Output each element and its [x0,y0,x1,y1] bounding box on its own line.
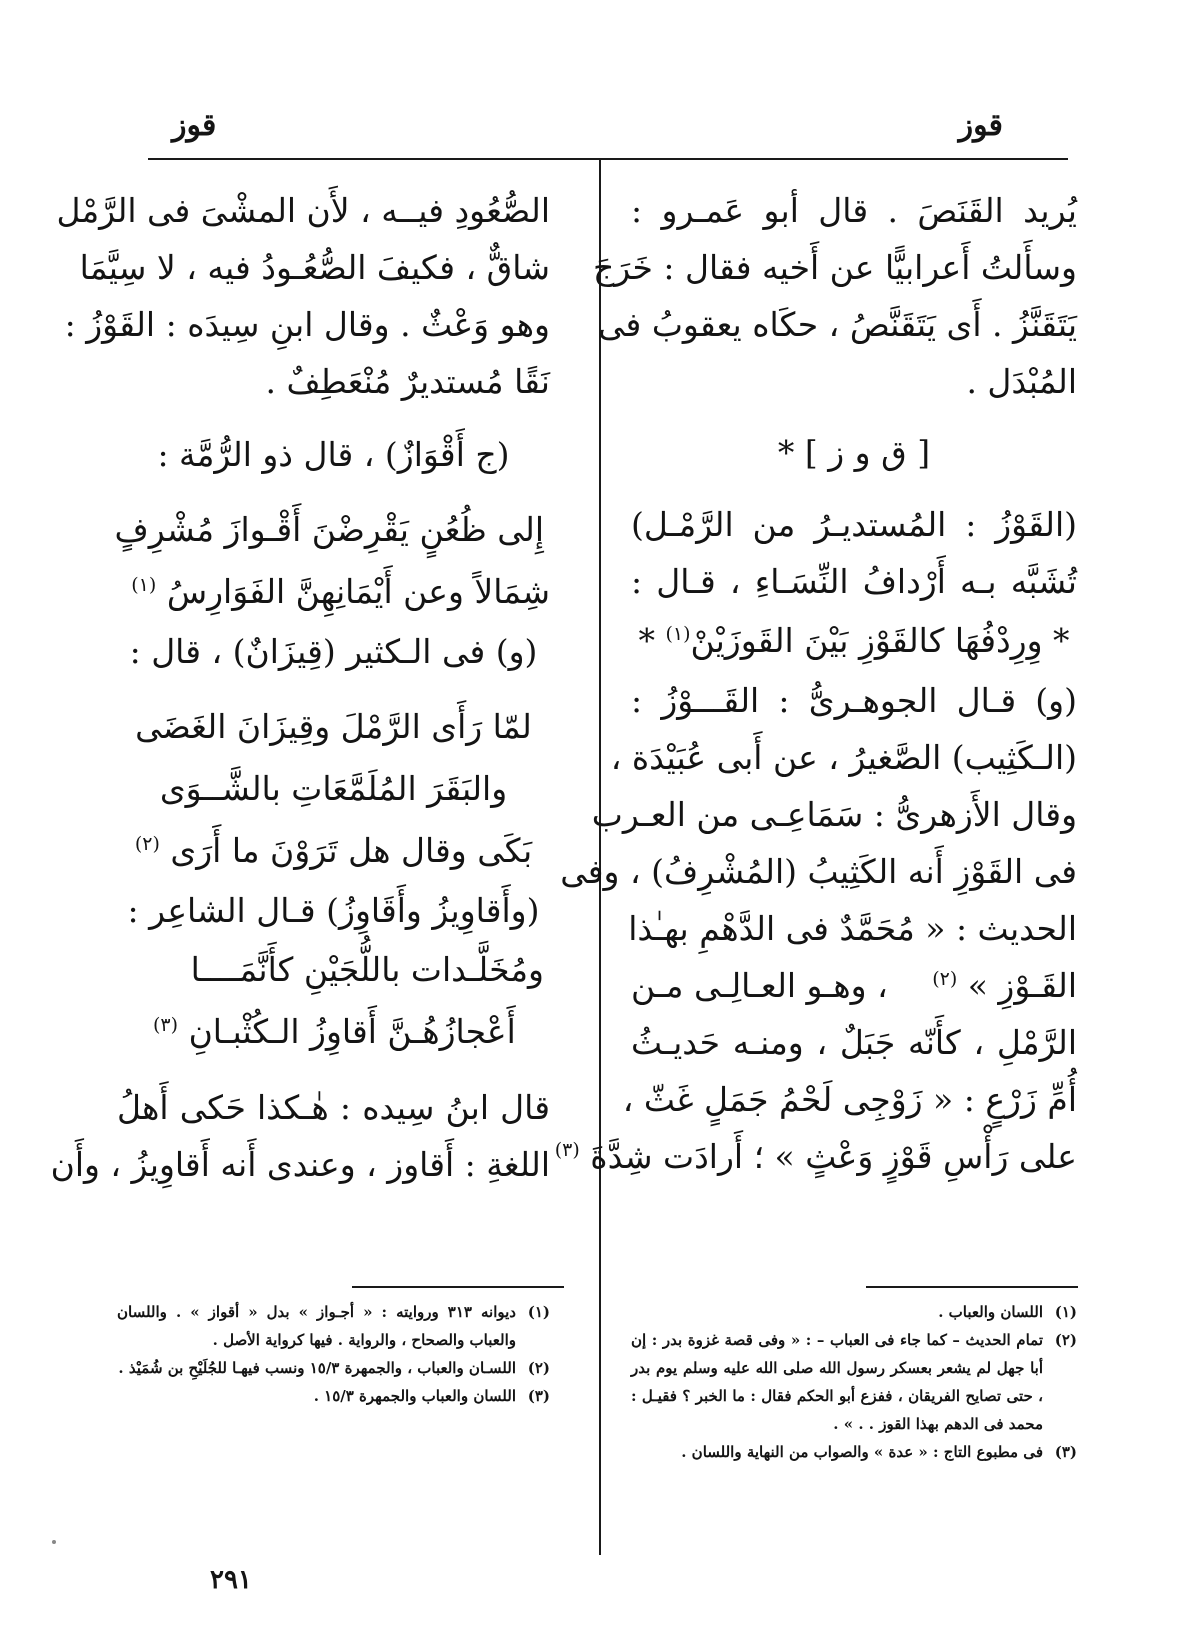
verse-text: * وِرِدْفُهَا كالقَوْزِ بَيْنَ القَوزَيْنْ [690,621,1070,660]
running-head-right: قوز [958,108,1003,143]
footnote-number: (١) [527,1303,550,1321]
header-rule [148,158,1068,160]
verse-text: أَعْجازُهُـنَّ أَقاوِزُ الـكُثْبـانِ [188,1012,516,1051]
text-line: الرَّمْلِ ، كأَنّه جَبَلٌ ، ومنـه حَديـثُ [631,1023,1077,1062]
text-line: أُمِّ زَرْعٍ : « زَوْجِى لَحْمُ جَمَلٍ غَثّ ، [622,1080,1077,1119]
text-line: الصُّعُودِ فيــه ، لأَن المشْىَ فى الرَّمْل [56,191,550,230]
footnote-rule [352,1286,564,1288]
footnote-ref: (٣) [554,1139,580,1161]
text-line: يُريد القَنَصَ . قال أبو عَمـرو : [631,191,1077,230]
footnote-ref: (١) [665,623,691,645]
footnote [117,1354,550,1382]
text-fragment: ، وهـو العـالِـى مـن [631,966,888,1005]
text-line: تُشَبَّه بـه أَرْدافُ النِّسَـاءِ ، قـال : [631,562,1077,601]
right-column [554,182,1077,1185]
entry-heading: [ ق و ز ] * [777,433,931,472]
footnote [631,1298,1077,1326]
text-line: (الـكَثِيب) الصَّغيرُ ، عن أَبى عُبَيْدَة ، [610,738,1077,777]
text-line: (و) فى الـكثير (قِيزَانٌ) ، قال : [129,632,538,671]
text-line [631,957,1077,1014]
running-head-left: قوز [172,108,217,143]
verse-text: شِمَالاً وعن أَيْمَانِهِنَّ الفَوَارِسُ [166,572,550,611]
footnote-rule [866,1286,1078,1288]
footnote-ref: (٣) [153,1014,179,1036]
text-line: نَقًا مُستديرٌ مُنْعَطِفٌ . [265,362,550,401]
verse-line [117,820,550,882]
verse-line [631,610,1077,672]
footnote-text: تمام الحديث – كما جاء فى العباب – : « وفى قصة غزوة بدر : إن أبا جهل لم يشعر بعسكر رسول الله صلى الله عليه وسلم يوم بدر ، حتى تصايح الفريقان ، ففزع أبو الحكم فقال : ما الخبر ؟ فقيـل : محمد فى الدهم بهذا القوز . . » . [631,1331,1043,1433]
text-line: الحديث : « مُحَمَّدٌ فى الدَّهْمِ بهـٰذا [628,909,1077,948]
left-column [50,182,550,1193]
text-fragment: على رَأْسِ قَوْزٍ وَعْثٍ » ؛ أَرادَت شِدَّةَ [590,1137,1077,1176]
footnote-ref: (١) [131,574,157,596]
footnotes-right [631,1298,1077,1466]
footnote-number: (٢) [527,1359,550,1377]
text-line: المُبْدَل . [966,362,1077,401]
verse-line: لمّا رَأَى الرَّمْلَ وقِيزَانَ الغَضَى [135,707,532,746]
footnote-text: اللسان والعباب . [938,1303,1043,1321]
verse-mark: * [638,621,666,660]
footnote-text: اللسـان والعباب ، والجمهرة ١٥/٣ ونسب فيهـا للجُلَيْحِ بن شُمَيْذ . [118,1359,516,1377]
footnote-text: ديوانه ٣١٣ وروايته : « أجـواز » بدل « أقواز » . واللسان والعباب والصحاح ، والرواية . فيها كرواية الأصل . [117,1303,516,1349]
text-fragment: القَـوْزِ » [967,966,1077,1005]
footnote-number: (٣) [527,1387,550,1405]
verse-text: بَكَى وقال هل تَرَوْنَ ما أَرَى [170,831,533,870]
footnote [631,1326,1077,1438]
text-line: (وأَقاوِيزُ وأَقَاوِزُ) قـال الشاعِر : [127,891,540,930]
text-line: (ج أَقْوَازٌ) ، قال ذو الرُّمَّة : [157,435,510,474]
footnote [117,1382,550,1410]
footnote-ref: (٢) [134,833,160,855]
margin-dot [52,1540,56,1544]
text-line: وهو وَعْثٌ . وقال ابنِ سِيدَه : القَوْزُ : [64,305,550,344]
text-line: فى القَوْزِ أَنه الكَثِيبُ (المُشْرِفُ) ، وفى [560,852,1077,891]
text-line: قال ابنُ سِيده : هٰـكذا حَكى أَهلُ [117,1088,550,1127]
verse-line [117,1001,550,1063]
text-line: اللغةِ : أَقاوز ، وعندى أَنه أَقاوِيزُ ، وأَن [50,1145,550,1184]
text-line [554,1128,1077,1185]
footnote [117,1298,550,1354]
verse-line: ومُخَلَّـدات باللُّجَيْنِ كأَنَّمَــــا [190,950,544,989]
footnote [631,1438,1077,1466]
footnotes-left [117,1298,550,1410]
verse-line: إِلى ظُعُنٍ يَقْرِضْنَ أَقْـوازَ مُشْرِفٍ [114,510,544,549]
footnote-text: فى مطبوع التاج : « عدة » والصواب من النهاية واللسان . [681,1443,1043,1461]
verse-line [117,561,550,623]
footnote-number: (١) [1054,1303,1077,1321]
verse-line: والبَقَرَ المُلَمَّعَاتِ بالشَّــوَى [159,769,508,808]
page-number: ٢٩١ [210,1565,252,1595]
text-line: وسأَلتُ أَعرابيًّا عن أَخيه فقال : خَرَجَ [592,248,1077,287]
text-line: وقال الأَزهرىُّ : سَمَاعِـى من العـرب [591,795,1077,834]
text-line: (القَوْزُ : المُستديـرُ من الرَّمْـل) [631,505,1077,544]
footnote-ref: (٢) [932,968,958,990]
footnote-text: اللسان والعباب والجمهرة ١٥/٣ . [313,1387,516,1405]
text-line: يَتَقَنَّزُ . أَى يَتَقَنَّصُ ، حكَاه يعقوبُ فى [598,305,1077,344]
text-line: (و) قـال الجوهـرىُّ : القَـــوْزُ : [631,681,1077,720]
footnote-number: (٣) [1054,1443,1077,1461]
footnote-number: (٢) [1054,1331,1077,1349]
text-line: شاقٌّ ، فكيفَ الصُّعُـودُ فيه ، لا سِيَّمَا [79,248,550,287]
